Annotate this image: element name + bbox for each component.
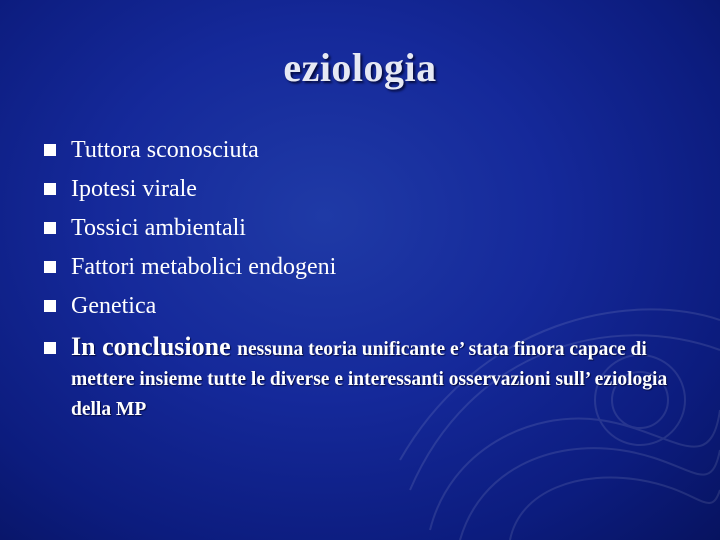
bullet-text: Genetica <box>71 293 157 319</box>
bullet-item <box>44 290 704 329</box>
square-bullet-icon <box>44 183 56 195</box>
bullet-text: Fattori metabolici endogeni <box>71 254 337 280</box>
square-bullet-icon <box>44 300 56 312</box>
bullet-text: Tuttora sconosciuta <box>71 137 259 163</box>
bullet-list <box>44 134 704 425</box>
conclusion-text <box>71 332 691 425</box>
bullet-item <box>44 173 704 212</box>
bullet-text: Ipotesi virale <box>71 176 197 202</box>
square-bullet-icon <box>44 342 56 354</box>
conclusion-item <box>44 332 704 425</box>
conclusion-lead: In conclusione <box>71 332 238 361</box>
square-bullet-icon <box>44 261 56 273</box>
conclusion-rest: nessuna teoria unificante e’ stata finora capace di mettere insieme tutte le diverse e interessanti osservazioni sull’ eziologia della MP <box>71 339 668 420</box>
square-bullet-icon <box>44 144 56 156</box>
square-bullet-icon <box>44 222 56 234</box>
bullet-item <box>44 134 704 173</box>
bullet-item <box>44 212 704 251</box>
bullet-text: Tossici ambientali <box>71 215 246 241</box>
bullet-item <box>44 251 704 290</box>
slide-title: eziologia <box>283 45 437 90</box>
